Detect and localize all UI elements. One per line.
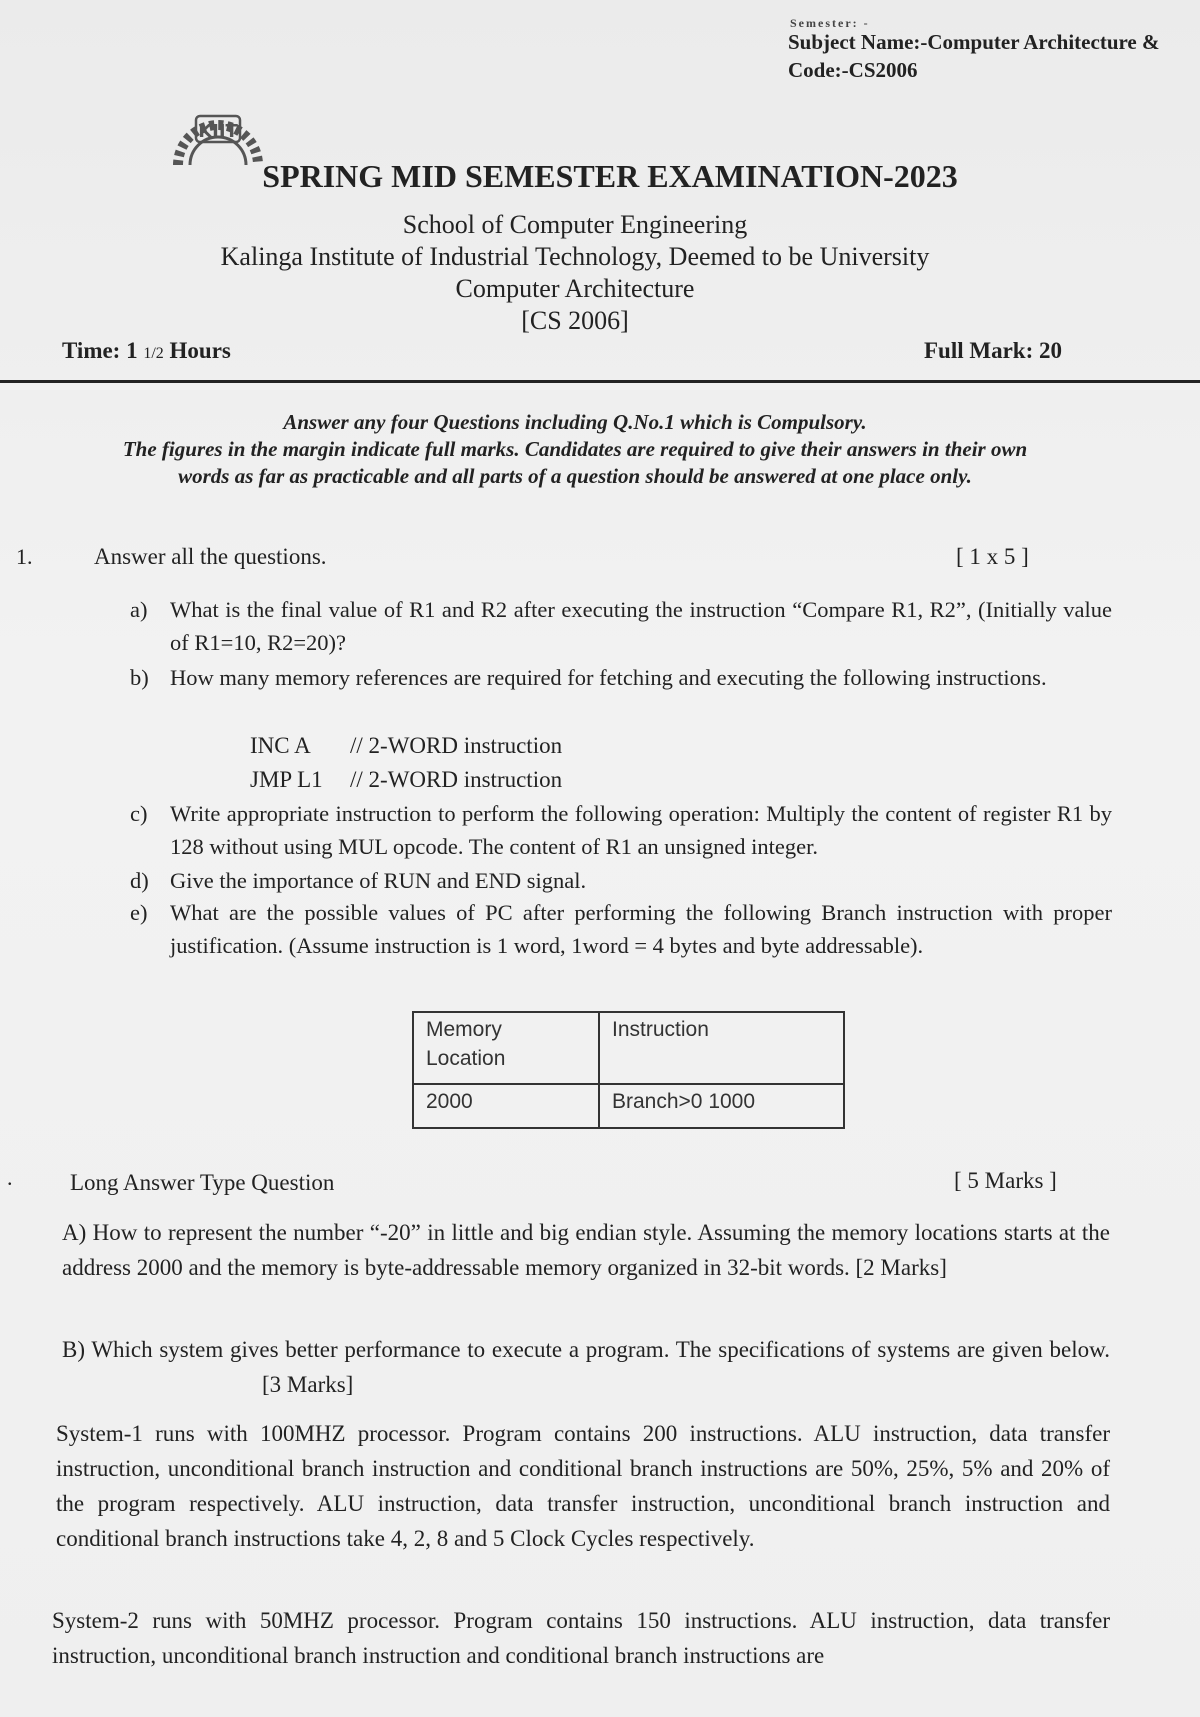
question-2a: A) How to represent the number “-20” in little and big endian style. Assuming the memory locations starts at the address 2000 and the memory is byte-addressable memory organized in 32-bit words. [2 Marks] xyxy=(62,1220,1110,1280)
question-1-marks: [ 1 x 5 ] xyxy=(956,544,1029,569)
full-mark: Full Mark: 20 xyxy=(924,338,1062,363)
question-1c: c) Write appropriate instruction to perform the following operation: Multiply the content of register R1 by 128 without using MUL opcode. The content of R1 an unsigned integer. xyxy=(130,801,1112,859)
course-name: Computer Architecture xyxy=(455,274,695,303)
time-allowed: Time: 1 1/2 Hours xyxy=(62,338,231,363)
table-cell-location: 2000 xyxy=(413,1084,599,1128)
table-row xyxy=(413,1084,844,1128)
instruction-line-2: The figures in the margin indicate full marks. Candidates are required to give their answers in their own xyxy=(122,437,1028,461)
school-name: School of Computer Engineering xyxy=(402,210,748,239)
question-2-text: Long Answer Type Question xyxy=(70,1170,335,1195)
question-1-text: Answer all the questions. xyxy=(94,544,327,569)
question-2-number: . xyxy=(7,1165,13,1190)
course-code: [CS 2006] xyxy=(521,306,629,335)
table-header-row xyxy=(413,1012,844,1084)
table-header-instruction: Instruction xyxy=(599,1012,844,1084)
code-line-2: JMP L1 // 2-WORD instruction xyxy=(250,767,563,792)
instruction-line-3: words as far as practicable and all parts of a question should be answered at one place only. xyxy=(178,464,972,488)
question-1-number: 1. xyxy=(16,544,33,569)
memory-table xyxy=(412,1011,845,1129)
question-1a: a) What is the final value of R1 and R2 after executing the instruction “Compare R1, R2”, (Initially value of R1=10, R2=20)? xyxy=(130,597,1112,655)
subject-code: Code:-CS2006 xyxy=(788,58,918,82)
question-2b: B) Which system gives better performance to execute a program. The specifications of systems are given below. [3 Marks] xyxy=(62,1332,1110,1402)
instruction-line-1: Answer any four Questions including Q.No.1 which is Compulsory. xyxy=(283,410,867,434)
system-1-spec: System-1 runs with 100MHZ processor. Program contains 200 instructions. ALU instruction, data transfer instruction, unconditional branch instruction and conditional branch instructions are 50%, 25%, 5% and 20% of the program respectively. ALU instruction, data transfer instruction, unconditional branch instruction and conditional branch instructions take 4, 2, 8 and 5 Clock Cycles respectively. xyxy=(56,1421,1110,1551)
subject-name: Subject Name:-Computer Architecture & xyxy=(788,30,1160,54)
institute-name: Kalinga Institute of Industrial Technology, Deemed to be University xyxy=(220,242,930,271)
question-1e: e) What are the possible values of PC after performing the following Branch instruction with proper justification. (Assume instruction is 1 word, 1word = 4 bytes and byte addressable). xyxy=(130,900,1112,958)
header-divider xyxy=(0,380,1200,383)
question-1b: b) How many memory references are required for fetching and executing the following instructions. xyxy=(130,665,1047,690)
table-header-memory-location: Memory Location xyxy=(413,1012,599,1084)
system-2-spec: System-2 runs with 50MHZ processor. Program contains 150 instructions. ALU instruction, data transfer instruction, unconditional branch instruction and conditional branch instructions are xyxy=(52,1608,1110,1668)
cut-off-text: Semester: - xyxy=(790,16,870,30)
logo-text: KIIT xyxy=(198,121,238,142)
question-2b-marks: [3 Marks] xyxy=(262,1372,354,1397)
table-cell-instruction: Branch>0 1000 xyxy=(599,1084,844,1128)
code-line-1: INC A // 2-WORD instruction xyxy=(250,733,563,758)
exam-title: SPRING MID SEMESTER EXAMINATION-2023 xyxy=(262,158,958,194)
subject-header xyxy=(788,18,1160,84)
question-1d: d) Give the importance of RUN and END signal. xyxy=(130,868,587,893)
question-2-marks: [ 5 Marks ] xyxy=(954,1168,1057,1193)
